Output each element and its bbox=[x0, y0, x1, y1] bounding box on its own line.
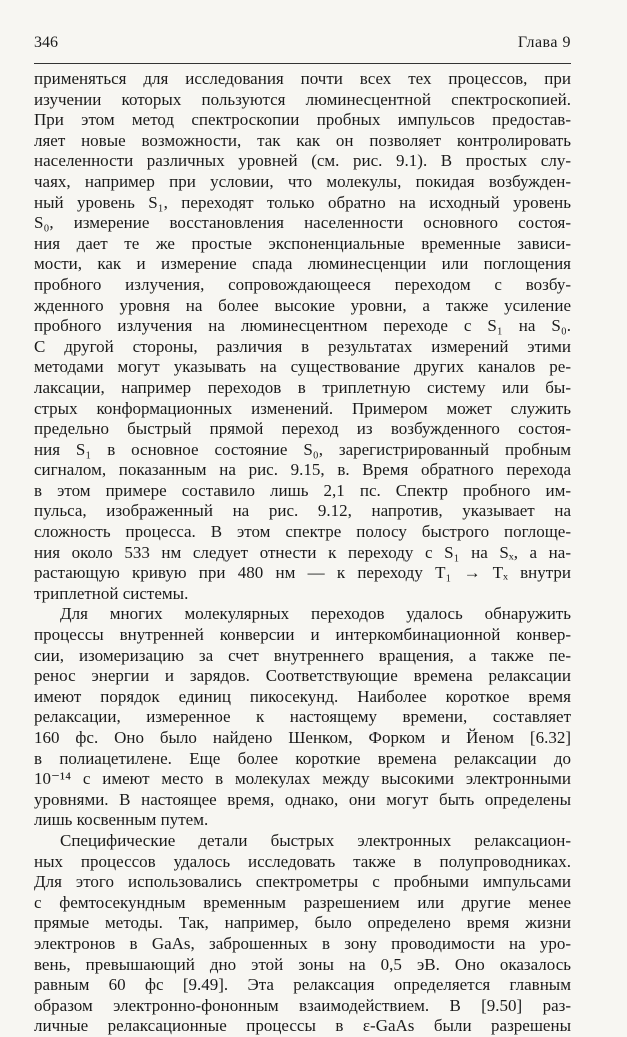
text-line: ния около 533 нм следует отнести к переходу с S₁ на Sₓ, а на- bbox=[34, 542, 571, 562]
text-line: в этом примере составило лишь 2,1 пс. Спектр пробного им- bbox=[34, 480, 571, 500]
text-line: ный уровень S₁, переходят только обратно на исходный уровень bbox=[34, 192, 571, 212]
text-line: электронов в GaAs, заброшенных в зону проводимости на уро- bbox=[34, 933, 571, 953]
text-line: с фемтосекундным временным разрешением или другие менее bbox=[34, 892, 571, 912]
text-line: ния дает те же простые экспоненциальные временные зависи- bbox=[34, 233, 571, 253]
text-line: ных процессов удалось исследовать также в полупроводниках. bbox=[34, 851, 571, 871]
text-line: сии, изомеризацию за счет внутреннего вращения, а также пе- bbox=[34, 645, 571, 665]
chapter-label: Глава 9 bbox=[517, 34, 571, 51]
text-line: При этом метод спектроскопии пробных импульсов предостав- bbox=[34, 110, 571, 130]
text-line: ренос энергии и зарядов. Соответствующие времена релаксации bbox=[34, 666, 571, 686]
text-line: процессы внутренней конверсии и интеркомбинационной конвер- bbox=[34, 625, 571, 645]
text-line: ния S₁ в основное состояние S₀, зарегистрированный пробным bbox=[34, 439, 571, 459]
text-line: Для этого использовались спектрометры с пробными импульсами bbox=[34, 872, 571, 892]
text-line: пробного излучения, сопровождающееся переходом с возбу- bbox=[34, 274, 571, 294]
text-line: чаях, например при условии, что молекулы, покидая возбужден- bbox=[34, 171, 571, 191]
text-line: образом электронно-фононным взаимодействием. В [9.50] раз- bbox=[34, 995, 571, 1015]
text-line: лишь косвенным путем. bbox=[34, 810, 209, 830]
text-line: личные релаксационные процессы в ε-GaAs были разрешены bbox=[34, 1016, 571, 1036]
text-line: сложность процесса. В этом спектре полосу быстрого поглоще- bbox=[34, 522, 571, 542]
text-line: растающую кривую при 480 нм — к переходу T₁ → Tₓ внутри bbox=[34, 563, 571, 583]
text-line: Специфические детали быстрых электронных релаксацион- bbox=[60, 830, 571, 850]
text-line: 10⁻¹⁴ с имеют место в молекулах между высокими электронными bbox=[34, 769, 571, 789]
text-line: сигналом, показанным на рис. 9.15, в. Время обратного перехода bbox=[34, 460, 571, 480]
text-line: жденного уровня на более высокие уровни, а также усиление bbox=[34, 295, 571, 315]
text-line: в полиацетилене. Еще более короткие времена релаксации до bbox=[34, 748, 571, 768]
text-line: релаксации, измеренное к настоящему времени, составляет bbox=[34, 707, 571, 727]
text-line: изучении которых пользуются люминесцентной спектроскопией. bbox=[34, 89, 571, 109]
text-line: лаксации, например переходов в триплетную систему или бы- bbox=[34, 377, 571, 397]
body-text bbox=[34, 69, 571, 1037]
text-line: Для многих молекулярных переходов удалось обнаружить bbox=[60, 604, 571, 624]
text-line: уровнями. В настоящее время, однако, они могут быть определены bbox=[34, 789, 571, 809]
text-line: вень, превышающий дно этой зоны на 0,5 эВ. Оно оказалось bbox=[34, 954, 571, 974]
text-line: методами могут указывать на существование других каналов ре- bbox=[34, 357, 571, 377]
text-line: прямые методы. Так, например, было определено время жизни bbox=[34, 913, 571, 933]
text-line: населенности различных уровней (см. рис. 9.1). В простых слу- bbox=[34, 151, 571, 171]
header-rule bbox=[34, 63, 571, 64]
text-line: S₀, измерение восстановления населенности основного состоя- bbox=[34, 213, 571, 233]
page-header bbox=[34, 34, 571, 56]
text-line: стрых конформационных изменений. Примером может служить bbox=[34, 398, 571, 418]
text-line: ляет новые возможности, так как он позволяет контролировать bbox=[34, 130, 571, 150]
text-line: пульса, изображенный на рис. 9.12, напротив, указывает на bbox=[34, 501, 571, 521]
text-line: имеют порядок единиц пикосекунд. Наиболее короткое время bbox=[34, 686, 571, 706]
text-line: 160 фс. Оно было найдено Шенком, Форком и Йеном [6.32] bbox=[34, 728, 571, 747]
text-line: предельно быстрый прямой переход из возбужденного состоя- bbox=[34, 419, 571, 439]
text-line: триплетной системы. bbox=[34, 583, 189, 603]
text-line: пробного излучения на люминесцентном переходе с S₁ на S₀. bbox=[34, 316, 571, 336]
text-line: С другой стороны, различия в результатах измерений этими bbox=[34, 336, 571, 356]
text-line: применяться для исследования почти всех тех процессов, при bbox=[34, 69, 571, 88]
text-line: равным 60 фс [9.49]. Эта релаксация определяется главным bbox=[34, 975, 571, 995]
text-line: мости, как и измерение спада люминесценции или поглощения bbox=[34, 254, 571, 274]
page-number: 346 bbox=[34, 34, 58, 51]
